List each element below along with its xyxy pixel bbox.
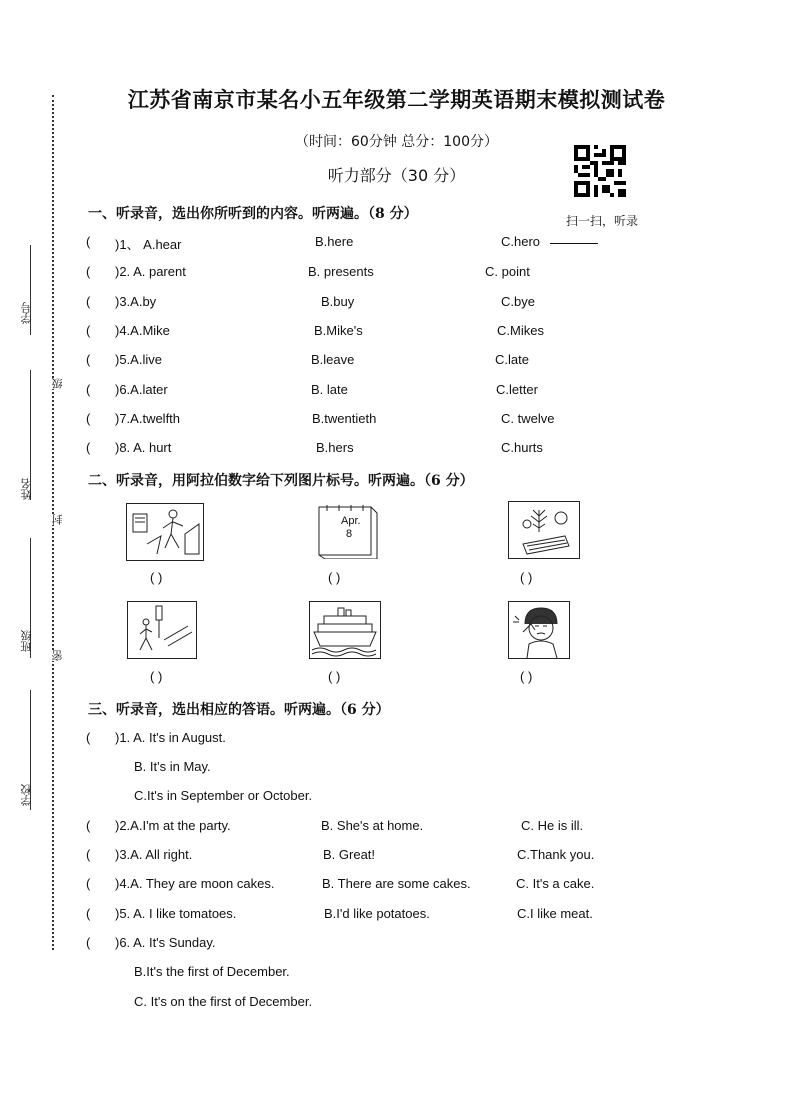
s3-question-6-option-c: C. It's on the first of December. [134, 994, 313, 1009]
question-4-option-c: C.Mikes [497, 323, 544, 338]
answer-paren[interactable]: ( [86, 294, 91, 309]
s3-question-5-option-c: C.I like meat. [517, 906, 593, 921]
s3-question-6-option-b: B.It's the first of December. [134, 964, 290, 979]
s3-question-4-option-b: B. There are some cakes. [322, 876, 471, 891]
question-8-option-a: )8. A. hurt [115, 440, 172, 455]
question-2-option-b: B. presents [308, 264, 374, 279]
calendar-day: 8 [346, 528, 353, 540]
class-label: 班级 [20, 630, 33, 652]
answer-paren[interactable]: ( [86, 876, 91, 891]
answer-paren[interactable]: ( [86, 234, 91, 249]
question-5-option-b: B.leave [311, 352, 355, 367]
answer-paren[interactable]: ( [86, 906, 91, 921]
section1-heading: 一、听录音，选出你所听到的内容。听两遍。（8 分） [88, 206, 418, 222]
picture-room-illustration [126, 503, 204, 561]
s3-question-1-option-a: )1. A. It's in August. [115, 730, 226, 745]
s3-question-2-option-a: )2.A.I'm at the party. [115, 818, 231, 833]
picture-5-answer-blank[interactable]: ( ) [328, 669, 341, 684]
picture-3-answer-blank[interactable]: ( ) [520, 570, 533, 585]
s3-question-5-option-b: B.I'd like potatoes. [324, 906, 430, 921]
name-label: 姓名 [20, 478, 33, 500]
exam-time-score: （时间：60分钟 总分：100分） [295, 134, 498, 150]
answer-paren[interactable]: ( [86, 818, 91, 833]
question-8-option-b: B.hers [316, 440, 354, 455]
picture-1-answer-blank[interactable]: ( ) [150, 570, 163, 585]
seal-char-feng: 封 [51, 514, 64, 525]
student-number-label: 学号 [20, 302, 33, 324]
question-2-option-a: )2. A. parent [115, 264, 186, 279]
question-4-option-b: B.Mike's [314, 323, 363, 338]
page-title: 江苏省南京市某名小五年级第二学期英语期末模拟测试卷 [127, 87, 666, 112]
s3-question-2-option-c: C. He is ill. [521, 818, 584, 833]
answer-paren[interactable]: ( [86, 730, 91, 745]
school-label: 学校 [20, 784, 33, 806]
s3-question-2-option-b: B. She's at home. [321, 818, 424, 833]
answer-paren[interactable]: ( [86, 323, 91, 338]
answer-paren[interactable]: ( [86, 352, 91, 367]
s3-question-1-option-c: C.It's in September or October. [134, 788, 313, 803]
question-6-option-a: )6.A.later [115, 382, 168, 397]
answer-paren[interactable]: ( [86, 411, 91, 426]
s3-question-4-option-c: C. It's a cake. [516, 876, 595, 891]
calendar-month: Apr. [341, 515, 361, 527]
question-3-option-b: B.buy [321, 294, 355, 309]
seal-char-mi: 密 [51, 650, 64, 661]
qr-caption: 扫一扫，听录 [566, 214, 639, 228]
question-1-option-c: C.hero [501, 234, 598, 249]
seal-char-ji: 级 [51, 378, 64, 389]
answer-paren[interactable]: ( [86, 440, 91, 455]
question-4-option-a: )4.A.Mike [115, 323, 170, 338]
picture-sick-person [508, 601, 570, 659]
question-7-option-b: B.twentieth [312, 411, 377, 426]
question-7-option-a: )7.A.twelfth [115, 411, 181, 426]
picture-4-answer-blank[interactable]: ( ) [150, 669, 163, 684]
picture-6-answer-blank[interactable]: ( ) [520, 669, 533, 684]
question-1-option-a: )1、 A.hear [115, 237, 182, 252]
picture-ship [309, 601, 381, 659]
s3-question-6-option-a: )6. A. It's Sunday. [115, 935, 216, 950]
picture-2-answer-blank[interactable]: ( ) [328, 570, 341, 585]
question-5-option-c: C.late [495, 352, 529, 367]
listening-part-title: 听力部分（30 分） [327, 166, 466, 185]
section3-heading: 三、听录音，选出相应的答语。听两遍。（6 分） [88, 702, 390, 718]
question-6-option-b: B. late [311, 382, 348, 397]
answer-paren[interactable]: ( [86, 847, 91, 862]
question-3-option-c: C.bye [501, 294, 535, 309]
s3-question-5-option-a: )5. A. I like tomatoes. [115, 906, 237, 921]
question-8-option-c: C.hurts [501, 440, 543, 455]
question-6-option-c: C.letter [496, 382, 538, 397]
answer-paren[interactable]: ( [86, 264, 91, 279]
s3-question-3-option-b: B. Great! [323, 847, 376, 862]
picture-traffic-light [127, 601, 197, 659]
s3-question-3-option-c: C.Thank you. [517, 847, 595, 862]
question-7-option-c: C. twelve [501, 411, 555, 426]
answer-paren[interactable]: ( [86, 382, 91, 397]
section2-heading: 二、听录音，用阿拉伯数字给下列图片标号。听两遍。（6 分） [88, 473, 474, 489]
qr-code-icon[interactable] [574, 145, 626, 197]
s3-question-3-option-a: )3.A. All right. [115, 847, 193, 862]
s3-question-4-option-a: )4.A. They are moon cakes. [115, 876, 275, 891]
s3-question-1-option-b: B. It's in May. [134, 759, 211, 774]
answer-paren[interactable]: ( [86, 935, 91, 950]
question-3-option-a: )3.A.by [115, 294, 157, 309]
picture-food-plants [508, 501, 580, 559]
question-2-option-c: C. point [485, 264, 530, 279]
question-5-option-a: )5.A.live [115, 352, 162, 367]
question-1-option-b: B.here [315, 234, 354, 249]
